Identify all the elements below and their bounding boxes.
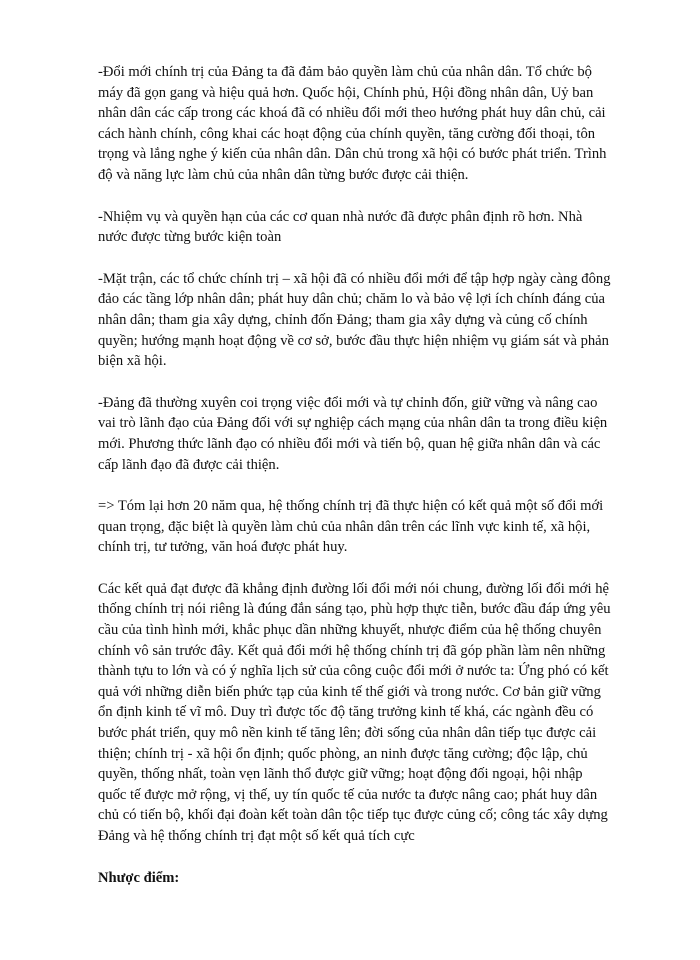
paragraph-results: Các kết quả đạt được đã khẳng định đường lối đổi mới nói chung, đường lối đổi mới hệ thống chính trị nói riêng là đúng đắn sáng tạo, phù hợp thực tiễn, bước đầu đáp ứng yêu cầu của tình hình mới, khắc phục dần những khuyết, nhược điểm của hệ thống chuyên chính vô sản trước đây. Kết quả đổi mới hệ thống chính trị đã góp phần làm nên những thành tựu to lớn và có ý nghĩa lịch sử của công cuộc đổi mới ở nước ta: Ứng phó có kết quả với những diễn biến phức tạp của kinh tế thế giới và trong nước. Cơ bản giữ vững ổn định kinh tế vĩ mô. Duy trì được tốc độ tăng trưởng kinh tế khá, các ngành đều có bước phát triển, quy mô nền kinh tế tăng lên; đời sống của nhân dân tiếp tục được cải thiện; chính trị - xã hội ổn định; quốc phòng, an ninh được tăng cường; độc lập, chủ quyền, thống nhất, toàn vẹn lãnh thổ được giữ vững; hoạt động đối ngoại, hội nhập quốc tế được mở rộng, vị thế, uy tín quốc tế của nước ta được nâng cao; phát huy dân chủ có tiến bộ, khối đại đoàn kết toàn dân tộc tiếp tục được củng cố; công tác xây dựng Đảng và hệ thống chính trị đạt một số kết quả tích cực bbox=[98, 580, 611, 844]
paragraph-party-leadership: -Đảng đã thường xuyên coi trọng việc đổi mới và tự chỉnh đốn, giữ vững và nâng cao vai trò lãnh đạo của Đảng đối với sự nghiệp cách mạng của nhân dân ta trong điều kiện mới. Phương thức lãnh đạo có nhiều đổi mới và tiến bộ, quan hệ giữa nhân dân và các cấp lãnh đạo đã được cải thiện. bbox=[98, 394, 608, 473]
paragraph-state-agencies: -Nhiệm vụ và quyền hạn của các cơ quan nhà nước đã được phân định rõ hơn. Nhà nước được từng bước kiện toàn bbox=[98, 208, 583, 246]
paragraph-political-reform: -Đổi mới chính trị của Đảng ta đã đảm bảo quyền làm chủ của nhân dân. Tổ chức bộ máy đã gọn gang và hiệu quả hơn. Quốc hội, Chính phủ, Hội đồng nhân dân, Uỷ ban nhân dân các cấp trong các khoá đã có nhiều đổi mới theo hướng phát huy dân chủ, cải cách hành chính, công khai các hoạt động của chính quyền, tăng cường đối thoại, tôn trọng và lắng nghe ý kiến của nhân dân. Dân chủ trong xã hội có bước phát triển. Trình độ và năng lực làm chủ của nhân dân từng bước được cải thiện. bbox=[98, 64, 607, 183]
paragraph-summary: => Tóm lại hơn 20 năm qua, hệ thống chính trị đã thực hiện có kết quả một số đổi mới quan trọng, đặc biệt là quyền làm chủ của nhân dân trên các lĩnh vực kinh tế, xã hội, chính trị, tư tưởng, văn hoá được phát huy. bbox=[98, 498, 604, 556]
section-heading-weaknesses: Nhược điểm: bbox=[98, 869, 180, 886]
paragraph-front-organizations: -Mặt trận, các tổ chức chính trị – xã hội đã có nhiều đổi mới để tập hợp ngày càng đông đảo các tầng lớp nhân dân; phát huy dân chủ; chăm lo và bảo vệ lợi ích chính đáng của nhân dân; tham gia xây dựng, chỉnh đốn Đảng; tham gia xây dựng và củng cố chính quyền; hướng mạnh hoạt động về cơ sở, bước đầu thực hiện nhiệm vụ giám sát và phản biện xã hội. bbox=[98, 270, 611, 370]
